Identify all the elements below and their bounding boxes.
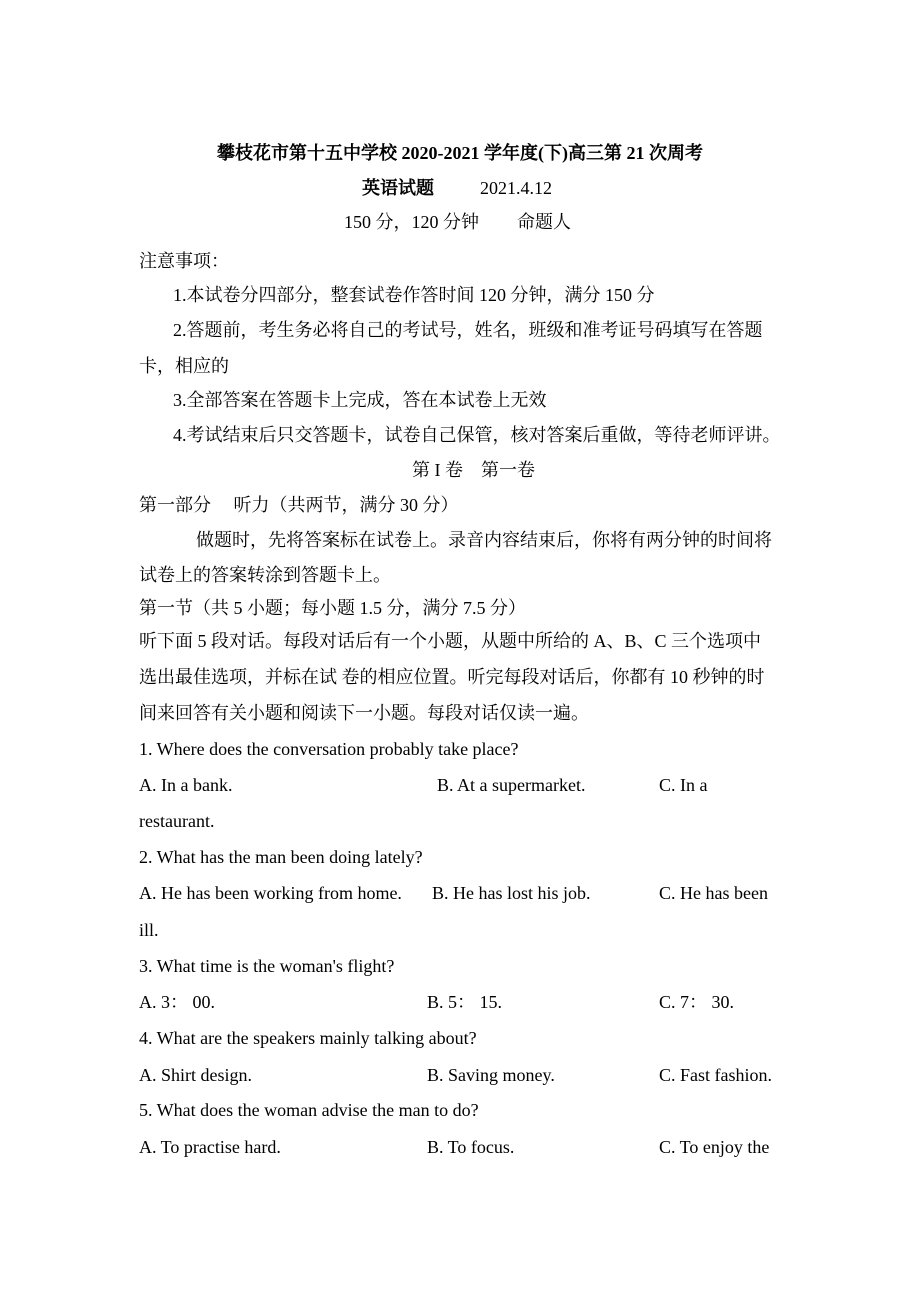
notes-heading: 注意事项： <box>139 251 229 271</box>
option-c: C. Fast fashion. <box>659 1065 773 1085</box>
option-a: A. To practise hard. <box>139 1137 281 1157</box>
question-text: 5. What does the woman advise the man to do? <box>139 1100 479 1120</box>
part1-instructions: 做题时，先将答案标在试卷上。录音内容结束后，你将有两分钟的时间将 <box>196 530 772 550</box>
option-b: B. At a supermarket. <box>437 775 586 795</box>
question-text: 4. What are the speakers mainly talking about? <box>139 1028 477 1048</box>
section1-heading: 第一节（共 5 小题；每小题 1.5 分，满分 7.5 分） <box>139 598 526 618</box>
subject: 英语试题 <box>362 178 434 198</box>
option-a: A. He has been working from home. <box>139 883 402 903</box>
option-b: B. To focus. <box>427 1137 515 1157</box>
note-item: 4.考试结束后只交答题卡，试卷自己保管，核对答案后重做，等待老师评讲。 <box>173 425 781 445</box>
option-c: C. He has been <box>659 883 768 903</box>
option-b: B. Saving money. <box>427 1065 555 1085</box>
note-item: 1.本试卷分四部分，整套试卷作答时间 120 分钟，满分 150 分 <box>173 285 655 305</box>
option-c-continued: restaurant. <box>139 811 215 831</box>
exam-date: 2021.4.12 <box>480 178 552 198</box>
volume-heading: 第 I 卷 第一卷 <box>412 460 535 480</box>
option-a: A. In a bank. <box>139 775 233 795</box>
score-time: 150 分，120 分钟 <box>344 212 479 232</box>
score-time-line <box>344 210 571 234</box>
part1-heading: 第一部分 听力（共两节，满分 30 分） <box>139 495 459 515</box>
question-text: 1. Where does the conversation probably take place? <box>139 739 519 759</box>
author-label: 命题人 <box>517 212 571 232</box>
subject-title <box>362 176 552 200</box>
option-b: B. 5： 15. <box>427 992 503 1012</box>
section1-instructions: 间来回答有关小题和阅读下一小题。每段对话仅读一遍。 <box>139 703 589 723</box>
section1-instructions: 选出最佳选项，并标在试 卷的相应位置。听完每段对话后，你都有 10 秒钟的时 <box>139 667 765 687</box>
note-item: 3.全部答案在答题卡上完成，答在本试卷上无效 <box>173 390 547 410</box>
option-c: C. To enjoy the <box>659 1137 770 1157</box>
option-c: C. In a <box>659 775 708 795</box>
option-b: B. He has lost his job. <box>432 883 591 903</box>
part1-instructions: 试卷上的答案转涂到答题卡上。 <box>139 565 391 585</box>
option-a: A. 3： 00. <box>139 992 215 1012</box>
option-a: A. Shirt design. <box>139 1065 253 1085</box>
question-text: 2. What has the man been doing lately? <box>139 847 423 867</box>
question-text: 3. What time is the woman's flight? <box>139 956 395 976</box>
option-c-continued: ill. <box>139 920 159 940</box>
exam-title: 攀枝花市第十五中学校 2020-2021 学年度(下)高三第 21 次周考 <box>217 143 703 163</box>
note-item: 2.答题前，考生务必将自己的考试号，姓名，班级和准考证号码填写在答题 <box>173 320 763 340</box>
option-c: C. 7： 30. <box>659 992 735 1012</box>
note-item: 卡，相应的 <box>139 356 229 376</box>
section1-instructions: 听下面 5 段对话。每段对话后有一个小题，从题中所给的 A、B、C 三个选项中 <box>139 631 762 651</box>
